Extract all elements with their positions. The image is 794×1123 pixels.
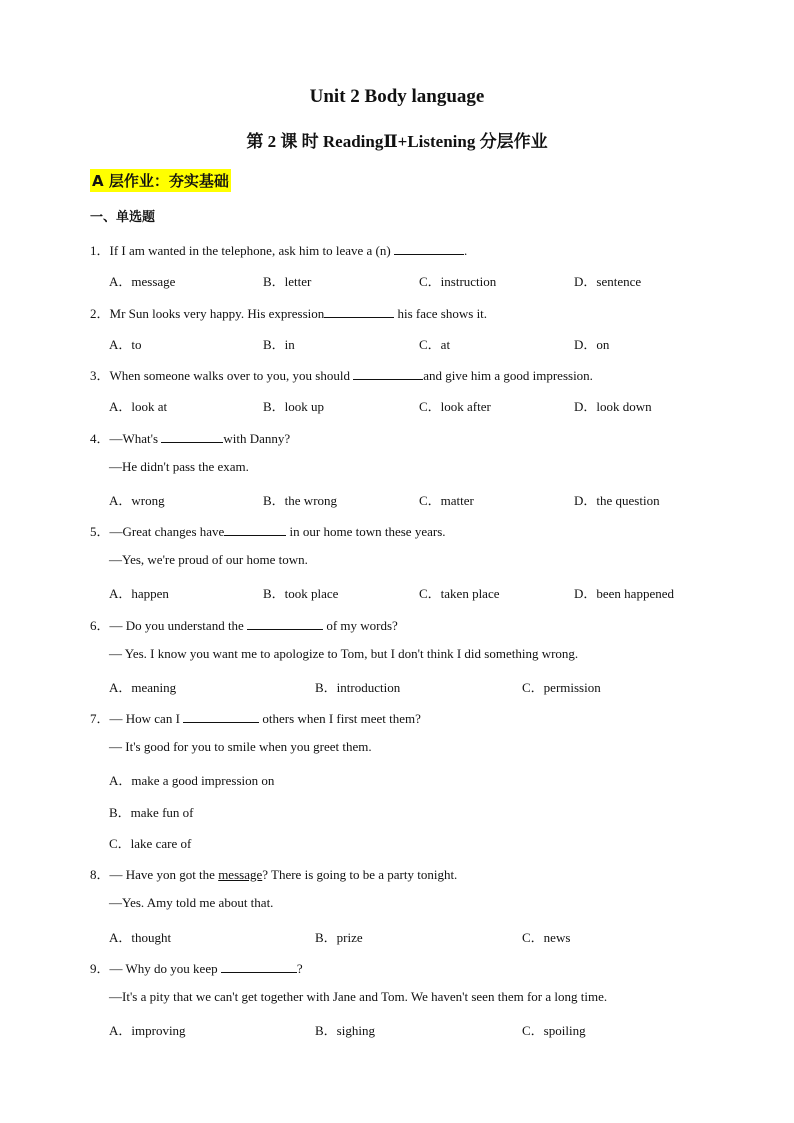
- question-8-option-c: C．news: [522, 930, 571, 945]
- question-3-stem: 3．When someone walks over to you, you should and give him a good impression.: [90, 368, 593, 383]
- question-9-option-c: C．spoiling: [522, 1023, 586, 1038]
- question-4-option-a: A．wrong: [109, 493, 165, 508]
- question-7-option-b: B．make fun of: [109, 805, 194, 820]
- question-8-reply: —Yes. Amy told me about that.: [109, 895, 274, 910]
- question-5-option-b: B．took place: [263, 586, 339, 601]
- question-8-option-b: B．prize: [315, 930, 363, 945]
- document-subtitle: 第 2 课 时 ReadingⅡ+Listening 分层作业: [246, 132, 548, 151]
- question-7-option-a: A．make a good impression on: [109, 773, 275, 788]
- question-1-option-d: D．sentence: [574, 274, 642, 289]
- question-6-reply: — Yes. I know you want me to apologize to Tom, but I don't think I did something wrong.: [109, 646, 579, 661]
- question-6-option-c: C．permission: [522, 680, 601, 695]
- answer-blank: [183, 721, 259, 723]
- question-2-option-c: C．at: [419, 337, 451, 352]
- answer-blank: [324, 316, 394, 318]
- question-4-stem: 4．—What's with Danny?: [90, 431, 291, 446]
- question-7-option-c: C．lake care of: [109, 836, 192, 851]
- question-3-option-b: B．look up: [263, 399, 325, 414]
- question-9-option-b: B．sighing: [315, 1023, 375, 1038]
- question-4-option-d: D．the question: [574, 493, 660, 508]
- question-2-option-a: A．to: [109, 337, 142, 352]
- question-7-reply: — It's good for you to smile when you greet them.: [109, 739, 372, 754]
- question-4-reply: —He didn't pass the exam.: [109, 459, 249, 474]
- layer-a-heading: A 层作业：夯实基础: [90, 169, 231, 192]
- answer-blank: [394, 253, 464, 255]
- question-4-option-b: B．the wrong: [263, 493, 338, 508]
- question-8-stem: 8．— Have yon got the message? There is going to be a party tonight.: [90, 867, 458, 882]
- answer-blank: [221, 971, 297, 973]
- underlined-word: message: [218, 867, 263, 882]
- question-7-stem: 7．— How can I others when I first meet them?: [90, 711, 421, 726]
- question-2-option-d: D．on: [574, 337, 610, 352]
- question-5-reply: —Yes, we're proud of our home town.: [109, 552, 308, 567]
- question-9-option-a: A．improving: [109, 1023, 186, 1038]
- question-5-option-c: C．taken place: [419, 586, 500, 601]
- answer-blank: [224, 534, 286, 536]
- question-3-option-a: A．look at: [109, 399, 168, 414]
- question-6-option-a: A．meaning: [109, 680, 177, 695]
- question-8-option-a: A．thought: [109, 930, 172, 945]
- answer-blank: [247, 628, 323, 630]
- answer-blank: [161, 441, 223, 443]
- question-4-option-c: C．matter: [419, 493, 474, 508]
- document-title: Unit 2 Body language: [309, 86, 485, 107]
- question-6-stem: 6．— Do you understand the of my words?: [90, 618, 398, 633]
- question-5-option-a: A．happen: [109, 586, 169, 601]
- question-6-option-b: B．introduction: [315, 680, 401, 695]
- question-3-option-c: C．look after: [419, 399, 491, 414]
- question-9-stem: 9．— Why do you keep ?: [90, 961, 303, 976]
- question-3-option-d: D．look down: [574, 399, 652, 414]
- question-2-option-b: B．in: [263, 337, 295, 352]
- question-1-option-c: C．instruction: [419, 274, 497, 289]
- question-2-stem: 2．Mr Sun looks very happy. His expression his face shows it.: [90, 306, 488, 321]
- question-5-stem: 5．—Great changes have in our home town these years.: [90, 524, 446, 539]
- section-heading-single-choice: 一、单选题: [90, 210, 156, 225]
- question-1-stem: 1．If I am wanted in the telephone, ask him to leave a (n) .: [90, 243, 468, 258]
- question-9-reply: —It's a pity that we can't get together with Jane and Tom. We haven't seen them for a long time.: [109, 989, 608, 1004]
- answer-blank: [353, 378, 423, 380]
- question-1-option-b: B．letter: [263, 274, 312, 289]
- question-1-option-a: A．message: [109, 274, 176, 289]
- question-5-option-d: D．been happened: [574, 586, 674, 601]
